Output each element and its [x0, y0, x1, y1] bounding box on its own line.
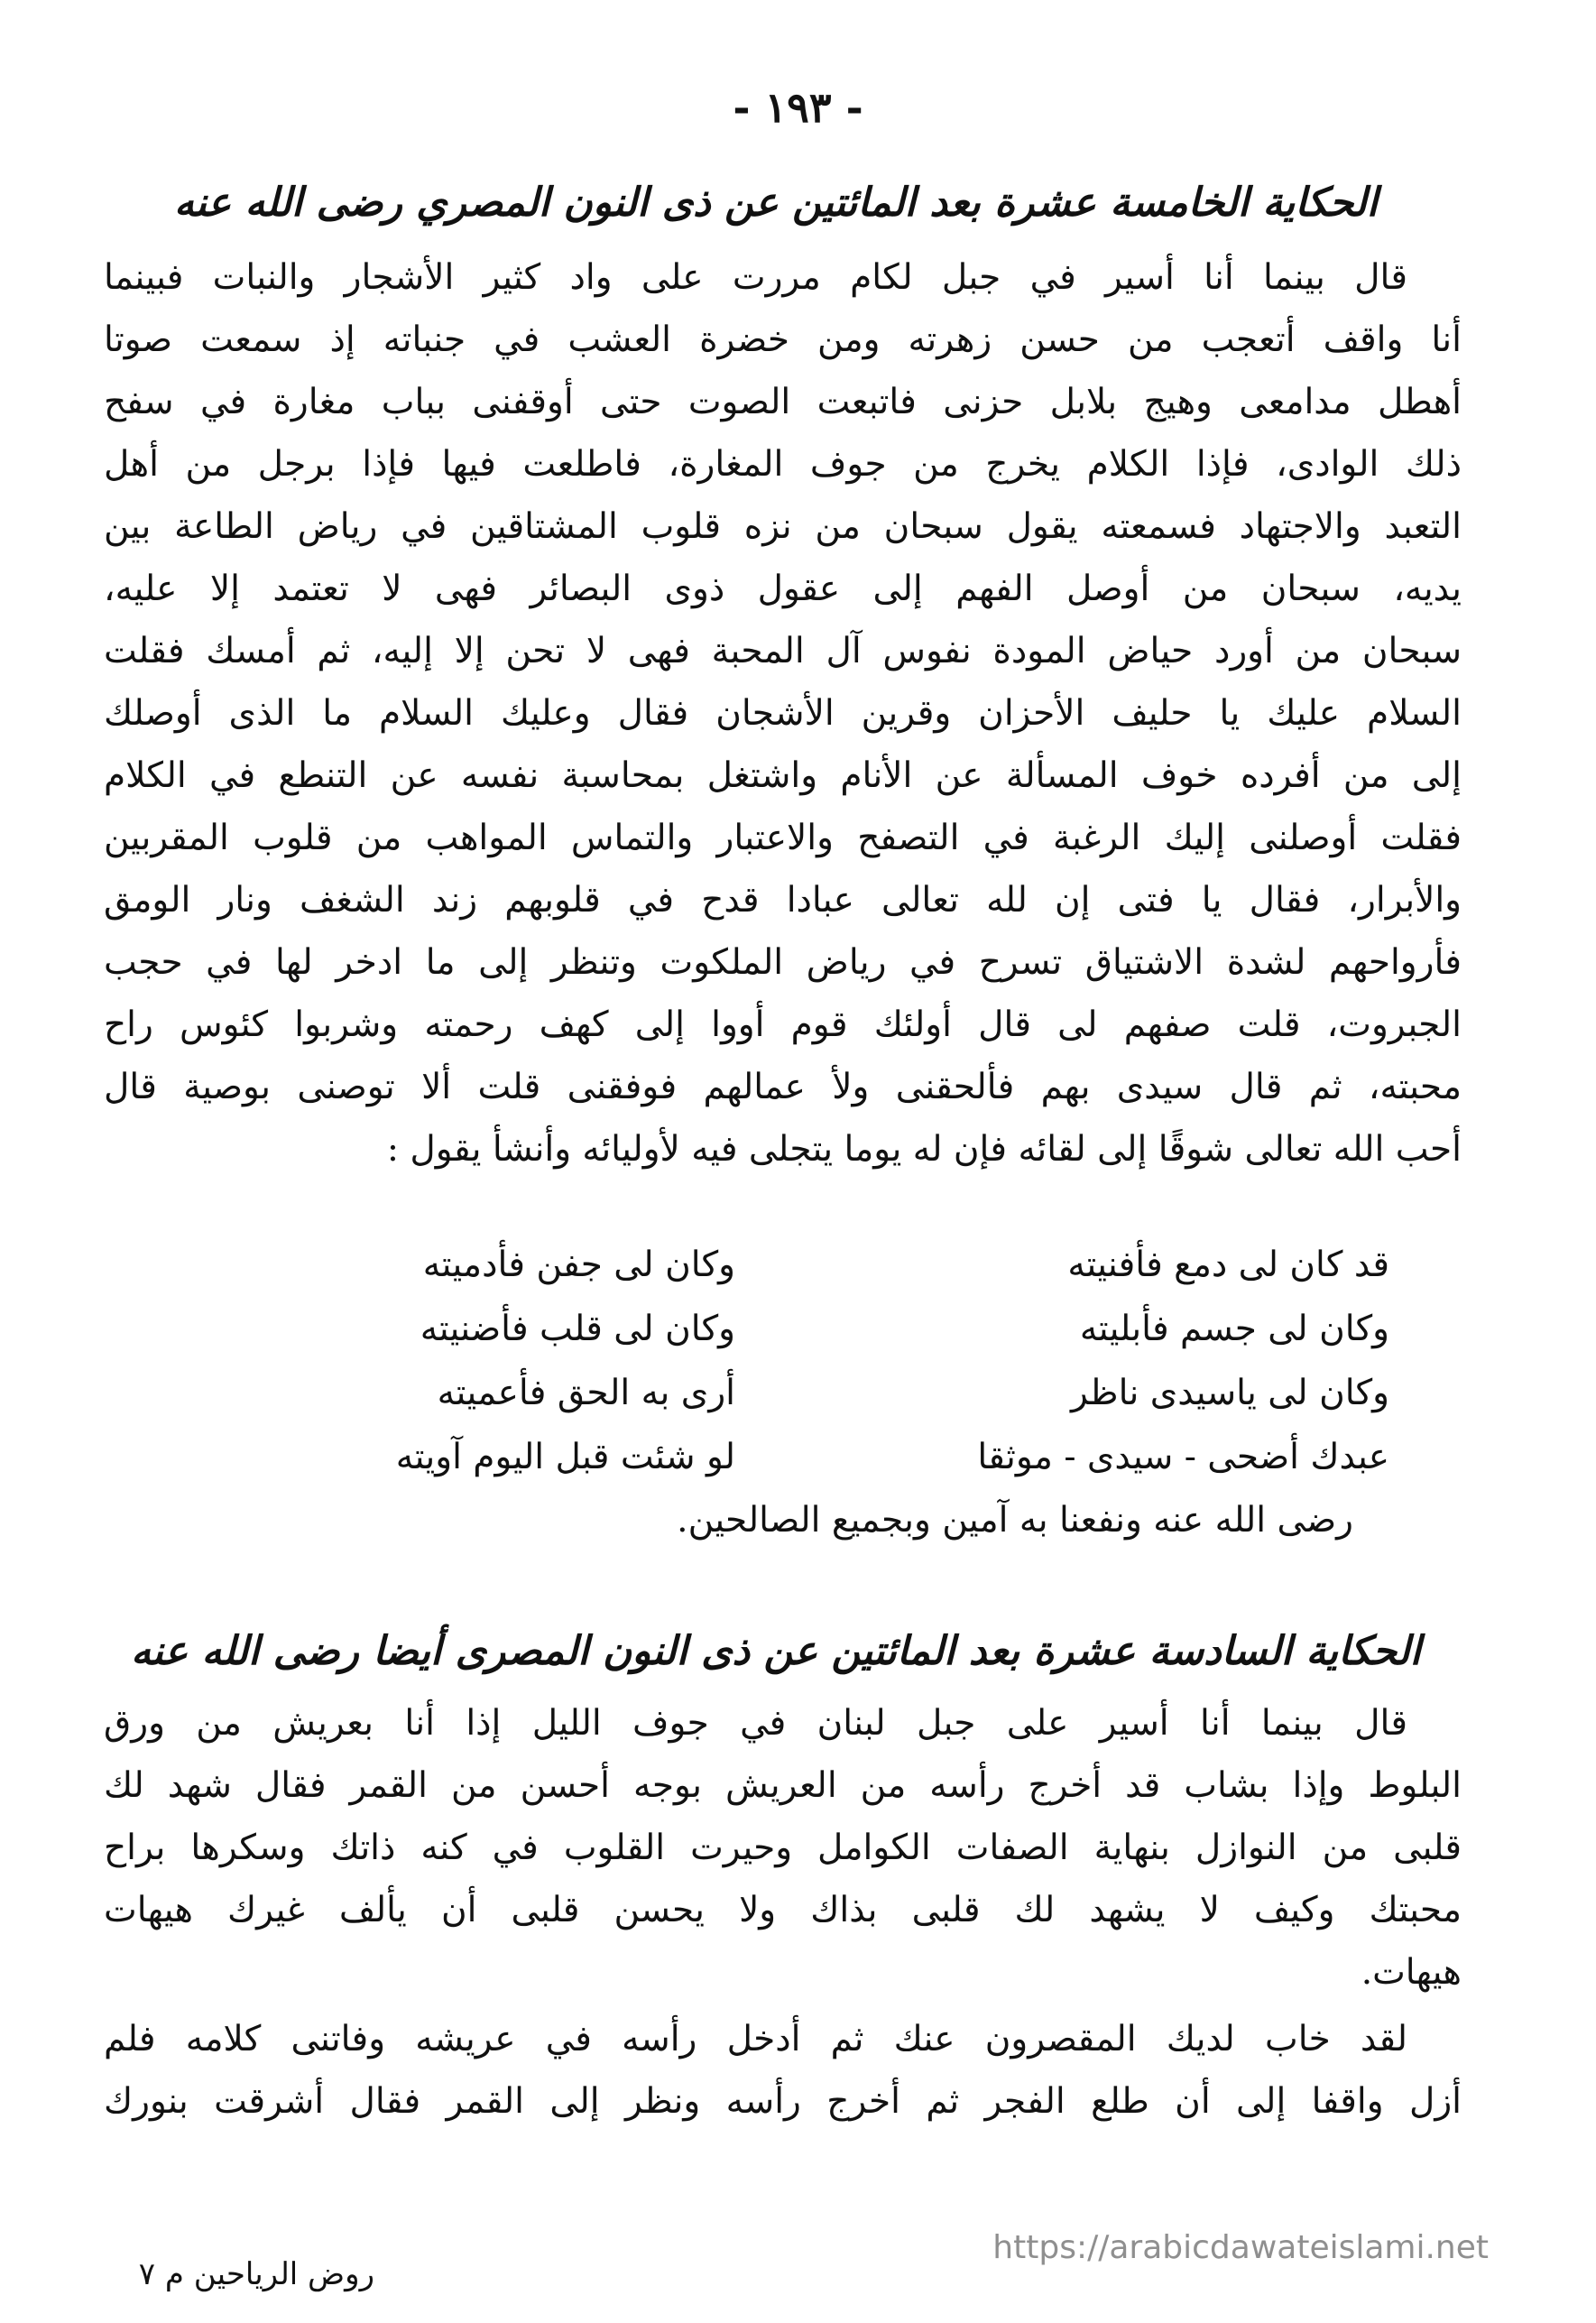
verse-second-hemistich: وكان لى جفن فأدميته: [422, 1245, 735, 1285]
story-heading-216: الحكاية السادسة عشرة بعد المائتين عن ذى النون المصرى أيضا رضى الله عنه: [131, 1628, 1421, 1674]
paragraph-line: قال بينما أنا أسير في جبل لكام مررت على واد كثير الأشجار والنبات فبينما: [104, 257, 1407, 298]
paragraph-line: محبته، ثم قال سيدى بهم فألحقنى ولأ عمالهم فوفقنى قلت ألا توصنى بوصية قال: [104, 1067, 1462, 1107]
paragraph-line: ذلك الوادى، فإذا الكلام يخرج من جوف المغارة، فاطلعت فيها فإذا برجل من أهل: [104, 444, 1462, 485]
story-heading-215: الحكاية الخامسة عشرة بعد المائتين عن ذى النون المصري رضى الله عنه: [174, 180, 1378, 226]
book-footer: روض الرياحين م ٧: [138, 2256, 374, 2292]
paragraph-line: البلوط وإذا بشاب قد أخرج رأسه من العريش بوجه أحسن من القمر فقال شهد لك: [104, 1765, 1462, 1806]
paragraph-line: لقد خاب لديك المقصرون عنك ثم أدخل رأسه في عريشه وفاتنى كلامه فلم: [104, 2019, 1407, 2059]
page-number: - ١٩٣ -: [733, 83, 863, 132]
paragraph-line: أحب الله تعالى شوقًا إلى لقائه فإن له يوما يتجلى فيه لأوليائه وأنشأ يقول :: [386, 1129, 1462, 1170]
paragraph-line: قال بينما أنا أسير على جبل لبنان في جوف الليل إذا أنا بعريش من ورق: [104, 1703, 1407, 1744]
paragraph-line: الجبروت، قلت صفهم لى قال أولئك قوم أووا إلى كهف رحمته وشربوا كئوس راح: [104, 1004, 1462, 1045]
closing-line: رضى الله عنه ونفعنا به آمين وبجميع الصالحين.: [677, 1500, 1353, 1541]
paragraph-line: السلام عليك يا حليف الأحزان وقرين الأشجان فقال وعليك السلام ما الذى أوصلك: [104, 693, 1462, 734]
verse-second-hemistich: أرى به الحق فأعميته: [437, 1373, 735, 1413]
verse-first-hemistich: وكان لى ياسيدى ناظر: [1071, 1373, 1389, 1413]
paragraph-line: أهطل مدامعى وهيج بلابل حزنى فاتبعت الصوت حتى أوقفنى بباب مغارة في سفح: [104, 382, 1462, 422]
paragraph-line: التعبد والاجتهاد فسمعته يقول سبحان من نزه قلوب المشتاقين في رياض الطاعة بين: [104, 506, 1462, 547]
paragraph-line: أنا واقف أتعجب من حسن زهرته ومن خضرة العشب في جنباته إذ سمعت صوتا: [104, 319, 1462, 360]
verse-first-hemistich: عبدك أضحى - سيدى - موثقا: [977, 1437, 1389, 1477]
paragraph-line: قلبى من النوازل بنهاية الصفات الكوامل وحيرت القلوب في كنه ذاتك وسكرها براح: [104, 1828, 1462, 1868]
paragraph-line: يديه، سبحان من أوصل الفهم إلى عقول ذوى البصائر فهى لا تعتمد إلا عليه،: [104, 569, 1462, 609]
paragraph-line: سبحان من أورد حياض المودة نفوس آل المحبة فهى لا تحن إلا إليه، ثم أمسك فقلت: [104, 631, 1462, 671]
paragraph-line: فقلت أوصلنى إليك الرغبة في التصفح والاعتبار والتماس المواهب من قلوب المقربين: [104, 818, 1462, 858]
paragraph-line: فأرواحهم لشدة الاشتياق تسرح في رياض الملكوت وتنظر إلى ما ادخر لها في حجب: [104, 942, 1462, 983]
paragraph-line: هيهات.: [1361, 1952, 1462, 1993]
verse-second-hemistich: وكان لى قلب فأضنيته: [420, 1309, 735, 1349]
paragraph-line: أزل واقفا إلى أن طلع الفجر ثم أخرج رأسه ونظر إلى القمر فقال أشرقت بنورك: [104, 2081, 1462, 2122]
site-watermark: https://arabicdawateislami.net: [992, 2229, 1489, 2266]
verse-first-hemistich: قد كان لى دمع فأفنيته: [1067, 1245, 1389, 1285]
paragraph-line: محبتك وكيف لا يشهد لك قلبى بذاك ولا يحسن قلبى أن يألف غيرك هيهات: [104, 1890, 1462, 1930]
verse-first-hemistich: وكان لى جسم فأبليته: [1079, 1309, 1389, 1349]
paragraph-line: والأبرار، فقال يا فتى إن لله تعالى عبادا قدح في قلوبهم زند الشغف ونار الومق: [104, 880, 1462, 921]
verse-second-hemistich: لو شئت قبل اليوم آويته: [395, 1437, 735, 1477]
paragraph-line: إلى من أفرده خوف المسألة عن الأنام واشتغل بمحاسبة نفسه عن التنطع في الكلام: [104, 755, 1462, 796]
